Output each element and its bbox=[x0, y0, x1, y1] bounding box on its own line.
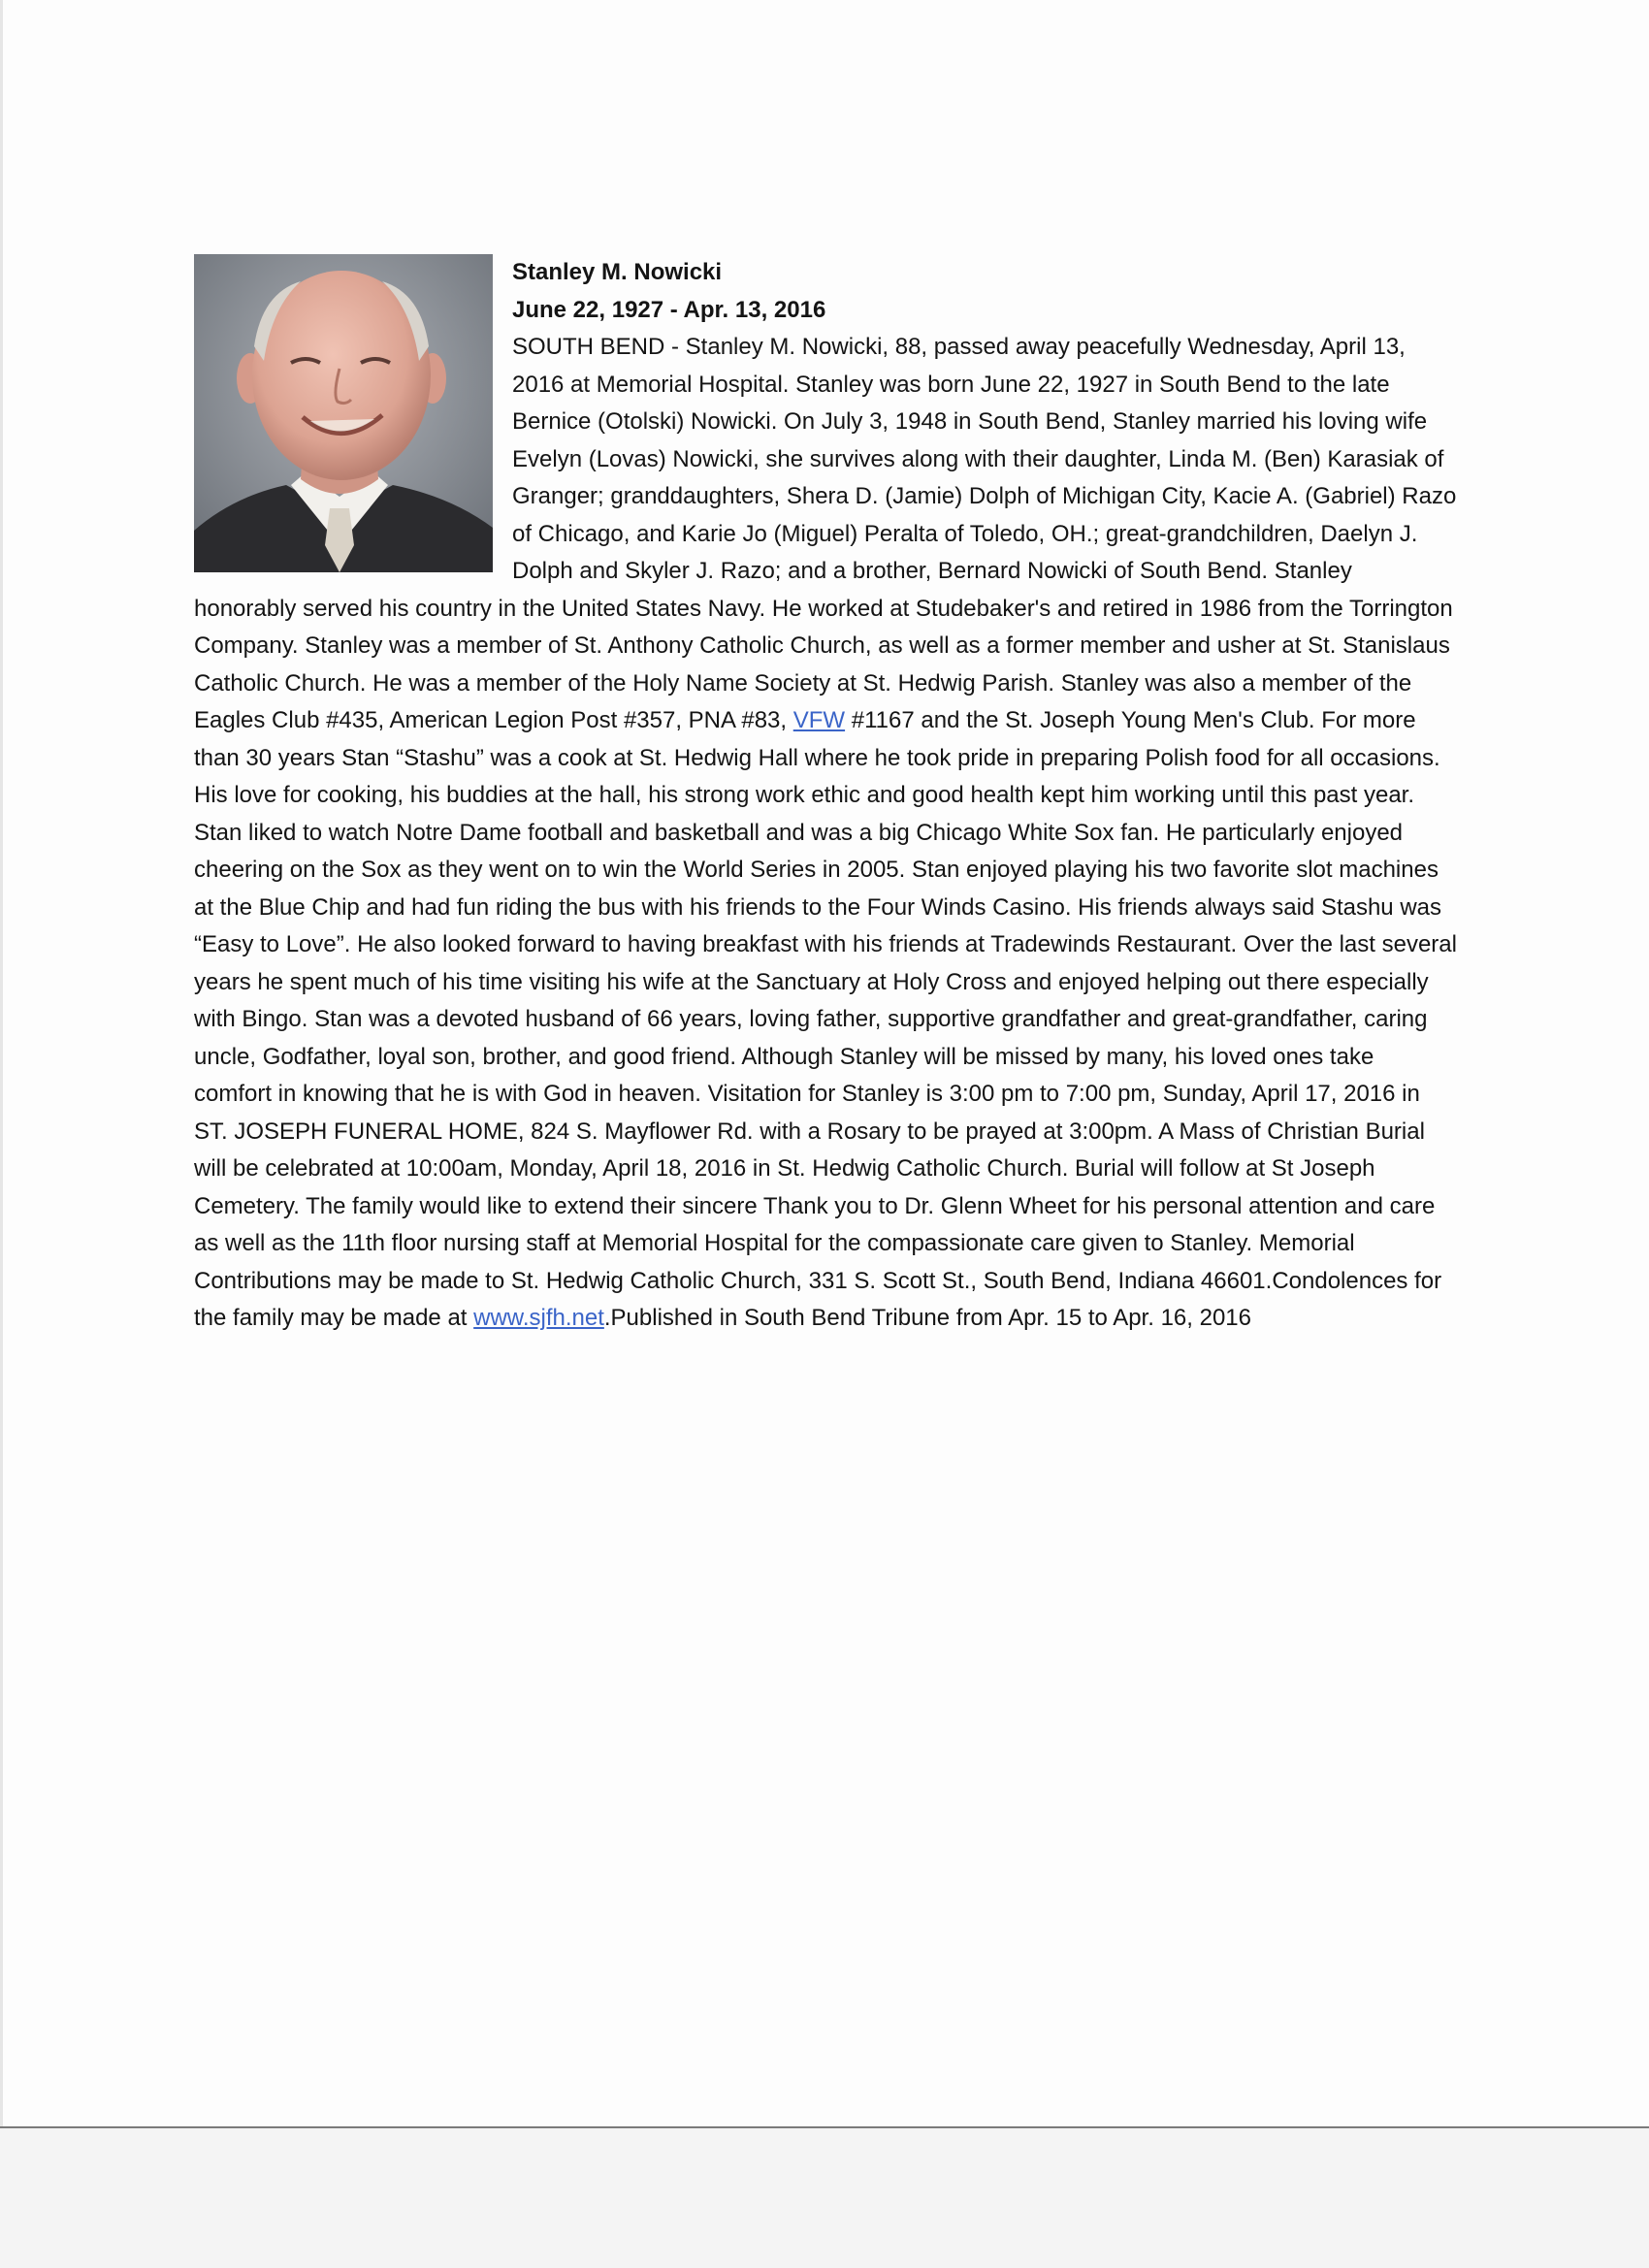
obituary-name: Stanley M. Nowicki bbox=[512, 259, 723, 285]
obituary bbox=[194, 254, 1457, 1338]
obituary-text-part-1: SOUTH BEND - Stanley M. Nowicki, 88, passed away peacefully Wednesday, April 13, 2016 at Memorial Hospital. Stanley was born June 22, 1927 in South Bend to the late Bernice (Otolski) Nowicki. On July 3, 1948 in South Bend, Stanley married his loving wife Evelyn (Lovas) Nowicki, she survives along with their daughter, Linda M. (Ben) Karasiak of Granger; granddaughters, Shera D. (Jamie) Dolph of Michigan City, Kacie A. (Gabriel) Razo of Chicago, and Karie Jo (Miguel) Peralta of Toledo, OH.; great-grandchildren, Daelyn J. Dolph and Skyler J. Razo; and a brother, Bernard Nowicki of South Bend. Stanley honorably served his country in the United States Navy. He worked at Studebaker's and retired in 1986 from the Torrington Company. Stanley was a member of St. Anthony Catholic Church, as well as a former member and usher at St. Stanislaus Catholic Church. He was a member of the Holy Name Society at St. Hedwig Parish. Stanley was also a member of the Eagles Club #435, American Legion Post #357, PNA #83, bbox=[194, 334, 1457, 733]
obituary-text-part-2: #1167 and the St. Joseph Young Men's Club. For more than 30 years Stan “Stashu” was a cook at St. Hedwig Hall where he took pride in preparing Polish food for all occasions. His love for cooking, his buddies at the hall, his strong work ethic and good health kept him working until this past year. Stan liked to watch Notre Dame football and basketball and was a big Chicago White Sox fan. He particularly enjoyed cheering on the Sox as they went on to win the World Series in 2005. Stan enjoyed playing his two favorite slot machines at the Blue Chip and had fun riding the bus with his friends to the Four Winds Casino. His friends always said Stashu was “Easy to Love”. He also looked forward to having breakfast with his friends at Tradewinds Restaurant. Over the last several years he spent much of his time visiting his wife at the Sanctuary at Holy Cross and enjoyed helping out there especially with Bingo. Stan was a devoted husband of 66 years, loving father, supportive grandfather and great-grandfather, caring uncle, Godfather, loyal son, brother, and good friend. Although Stanley will be missed by many, his loved ones take comfort in knowing that he is with God in heaven. Visitation for Stanley is 3:00 pm to 7:00 pm, Sunday, April 17, 2016 in ST. JOSEPH FUNERAL HOME, 824 S. Mayflower Rd. with a Rosary to be prayed at 3:00pm. A Mass of Christian Burial will be celebrated at 10:00am, Monday, April 18, 2016 in St. Hedwig Catholic Church. Burial will follow at St Joseph Cemetery. The family would like to extend their sincere Thank you to Dr. Glenn Wheet for his personal attention and care as well as the 11th floor nursing staff at Memorial Hospital for the compassionate care given to Stanley. Memorial Contributions may be made to St. Hedwig Catholic Church, 331 S. Scott St., South Bend, Indiana 46601.Condolences for the family may be made at bbox=[194, 707, 1457, 1331]
vfw-link[interactable]: VFW bbox=[792, 707, 846, 733]
obituary-text-part-3: .Published in South Bend Tribune from Apr. 15 to Apr. 16, 2016 bbox=[603, 1305, 1251, 1331]
portrait-photo bbox=[194, 254, 493, 572]
scan-left-edge bbox=[0, 0, 3, 2268]
scan-bottom-edge bbox=[0, 2126, 1649, 2268]
obituary-dates: June 22, 1927 - Apr. 13, 2016 bbox=[512, 296, 826, 323]
sjfh-website-link[interactable]: www.sjfh.net bbox=[473, 1305, 604, 1331]
